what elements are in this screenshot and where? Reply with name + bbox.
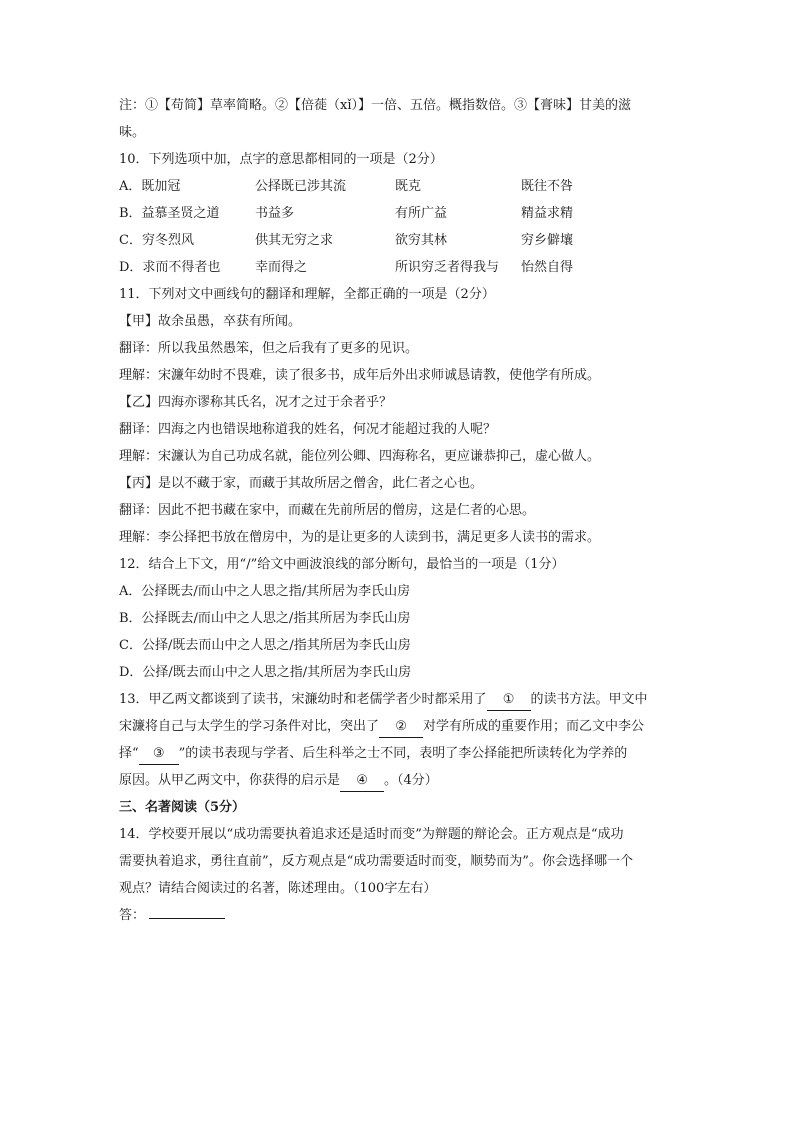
q14-answer-row [119, 902, 679, 929]
q13-line-1 [119, 686, 679, 713]
q11-stem: 11．下列对文中画线句的翻译和理解，全都正确的一项是（2分） [119, 287, 495, 302]
q10-a-4: 既往不咎 [521, 179, 574, 194]
q13-line-2 [119, 713, 679, 740]
q13-line-2-pre: 宋濂将自己与太学生的学习条件对比，突出了 [119, 719, 380, 734]
q13-blank-4[interactable]: ④ [340, 771, 384, 792]
q11-yi-understanding: 理解：宋濂认为自己功成名就，能位列公卿、四海称名，更应谦恭抑己，虚心做人。 [119, 449, 601, 464]
q10-d-4: 怡然自得 [521, 260, 574, 275]
q14-line-3: 观点？请结合阅读过的名著，陈述理由。（100字左右） [119, 881, 437, 896]
q12-option-a: A．公择既去/而山中之人思之指/其所居为李氏山房 [119, 584, 411, 599]
q14-line-1: 14．学校要开展以“成功需要执着追求还是适时而变”为辩题的辩论会。正方观点是“成功 [119, 827, 624, 842]
q13-line-4-post: 。（4分） [384, 773, 438, 788]
q11-yi-translation: 翻译：四海之内也错误地称道我的姓名，何况才能超过我的人呢？ [119, 422, 497, 437]
q10-option-d [119, 254, 679, 281]
q13-blank-3[interactable]: ③ [139, 744, 179, 765]
q10-b-3: 有所广益 [395, 206, 448, 221]
q11-bing-translation: 翻译：因此不把书藏在家中，而藏在先前所居的僧房，这是仁者的心思。 [119, 503, 536, 518]
q12-option-d: D．公择/既去而山中之人思之指/其所居为李氏山房 [119, 665, 412, 680]
q11-bing: 【丙】是以不藏于家，而藏于其故所居之僧舍，此仁者之心也。 [119, 476, 484, 491]
q10-a-1: A．既加冠 [119, 179, 181, 194]
q10-d-2: 幸而得之 [255, 260, 308, 275]
q10-stem: 10．下列选项中加，点字的意思都相同的一项是（2分） [119, 152, 443, 167]
q10-b-2: 书益多 [255, 206, 295, 221]
note-line-2: 味。 [119, 125, 146, 140]
q13-line-4 [119, 767, 679, 794]
q10-a-3: 既克 [395, 179, 422, 194]
q13-line-3-post: ”的读书表现与学者、后生科举之士不同，表明了李公择能把所读转化为学养的 [178, 746, 628, 761]
q13-blank-2[interactable]: ② [379, 717, 423, 738]
q13-line-3 [119, 740, 679, 767]
q10-c-1: C．穷冬烈风 [119, 233, 194, 248]
q13-line-3-pre: 择“ [119, 746, 139, 761]
note-line-1: 注：①【苟简】草率简略。②【倍蓰（xǐ）】一倍、五倍。概指数倍。③【膏味】甘美的滋 [119, 98, 631, 113]
q13-line-2-post: 对学有所成的重要作用；而乙文中李公 [423, 719, 645, 734]
q11-yi: 【乙】四海亦谬称其氏名，况才之过于余者乎？ [119, 395, 393, 410]
q10-option-c [119, 227, 679, 254]
q14-answer-label: 答： [119, 908, 146, 923]
q12-option-c: C．公择/既去而山中之人思之/指其所居为李氏山房 [119, 638, 411, 653]
q11-jia-understanding: 理解：宋濂年幼时不畏难，读了很多书，成年后外出求师诚恳请教，使他学有所成。 [119, 368, 601, 383]
q10-c-4: 穷乡僻壤 [521, 233, 574, 248]
q14-line-2: 需要执着追求，勇往直前”，反方观点是“成功需要适时而变，顺势而为”。你会选择哪一个 [119, 854, 633, 869]
q11-bing-understanding: 理解：李公择把书放在僧房中，为的是让更多的人读到书，满足更多人读书的需求。 [119, 530, 601, 545]
q11-jia-translation: 翻译：所以我虽然愚笨，但之后我有了更多的见识。 [119, 341, 419, 356]
q14-answer-blank[interactable] [149, 902, 225, 919]
q10-option-a [119, 173, 679, 200]
section-3-title: 三、名著阅读（5分） [119, 800, 246, 815]
q13-line-1-post: 的读书方法。甲文中 [530, 692, 648, 707]
q10-d-3: 所识穷乏者得我与 [395, 260, 500, 275]
q10-option-b [119, 200, 679, 227]
q10-c-2: 供其无穷之求 [255, 233, 334, 248]
q10-d-1: D．求而不得者也 [119, 260, 221, 275]
q12-stem: 12．结合上下文，用“/”给文中画波浪线的部分断句，最恰当的一项是（1分） [119, 557, 565, 572]
q13-line-1-pre: 13．甲乙两文都谈到了读书，宋濂幼时和老儒学者少时都采用了 [119, 692, 487, 707]
q11-jia: 【甲】故余虽愚，卒获有所闻。 [119, 314, 302, 329]
q10-b-4: 精益求精 [521, 206, 574, 221]
q13-blank-1[interactable]: ① [487, 690, 531, 711]
q10-b-1: B．益慕圣贤之道 [119, 206, 220, 221]
q10-a-2: 公择既已涉其流 [255, 179, 347, 194]
exam-page [119, 92, 679, 929]
q12-option-b: B．公择既去/而山中之人思之/指其所居为李氏山房 [119, 611, 411, 626]
q10-c-3: 欲穷其林 [395, 233, 448, 248]
q13-line-4-pre: 原因。从甲乙两文中，你获得的启示是 [119, 773, 341, 788]
